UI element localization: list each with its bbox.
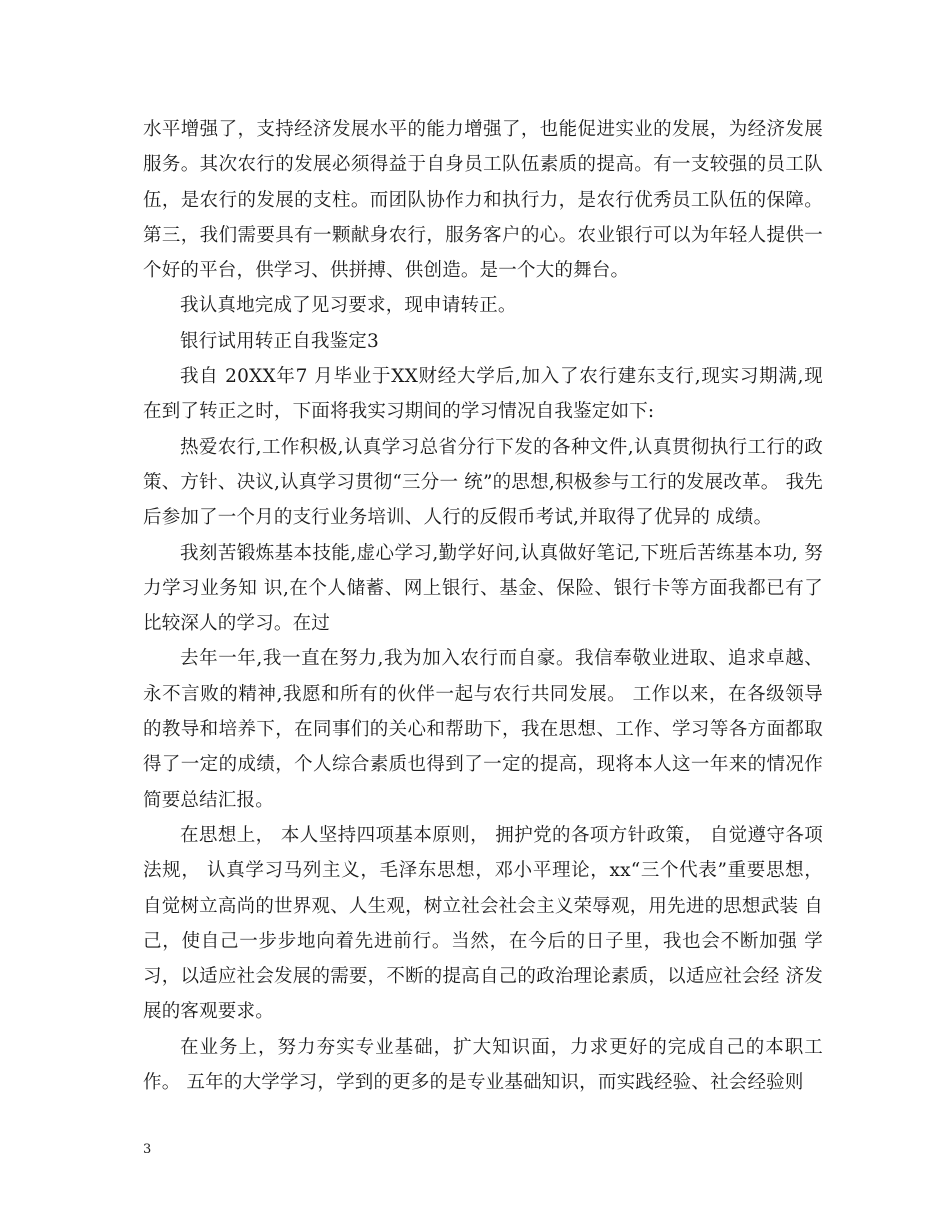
paragraph-6: 我刻苦锻炼基本技能,虚心学习,勤学好问,认真做好笔记,下班后苦练基本功, 努力学习业务知 识,在个人储蓄、网上银行、基金、保险、银行卡等方面我都已有了比较深人的学习。在过 [143,542,823,635]
page-number: 3 [143,1142,152,1157]
paragraph-9: 在业务上，努力夯实专业基础，扩大知识面，力求更好的完成自己的本职工作。 五年的大学学习，学到的更多的是专业基础知识，而实践经验、社会经验则 [143,1036,823,1094]
paragraph-8: 在思想上， 本人坚持四项基本原则， 拥护党的各项方针政策， 自觉遵守各项法规， 认真学习马列主义，毛泽东思想，邓小平理论，xx“三个代表”重要思想， 自觉树立高尚的世界观、人生观，树立社会社会主义荣辱观，用先进的思想武装 自己，使自己一步步地向着先进前行。当然，在今后的日子里，我也会不断加强 学习，以适应社会发展的需要，不断的提高自己的政治理论素质，以适应社会经 济发展的客观要求。 [143,824,823,1023]
paragraph-4: 我自 20XX年7 月毕业于XX财经大学后,加入了农行建东支行,现实习期满,现在到了转正之时，下面将我实习期间的学习情况自我鉴定如下: [143,366,823,423]
section-heading: 银行试用转正自我鉴定3 [180,330,379,352]
paragraph-7: 去年一年,我一直在努力,我为加入农行而自豪。我信奉敬业进取、追求卓越、永不言败的精神,我愿和所有的伙伴一起与农行共同发展。 工作以来，在各级领导的教导和培养下，在同事们的关心和帮助下，我在思想、工作、学习等各方面都取得了一定的成绩，个人综合素质也得到了一定的提高，现将本人这一年来的情况作简要总结汇报。 [143,648,823,811]
paragraph-2: 我认真地完成了见习要求，现申请转正。 [180,295,517,317]
paragraph-5: 热爱农行,工作积极,认真学习总省分行下发的各种文件,认真贯彻执行工行的政策、方针、决议,认真学习贯彻“三分一 统”的思想,积极参与工行的发展改革。 我先后参加了一个月的支行业务培训、人行的反假币考试,并取得了优异的 成绩。 [143,436,823,529]
paragraph-1: 水平增强了，支持经济发展水平的能力增强了，也能促进实业的发展，为经济发展服务。其次农行的发展必须得益于自身员工队伍素质的提高。有一支较强的员工队伍，是农行的发展的支柱。而团队协作力和执行力，是农行优秀员工队伍的保障。第三，我们需要具有一颗献身农行，服务客户的心。农业银行可以为年轻人提供一个好的平台，供学习、供拼搏、供创造。是一个大的舞台。 [143,119,823,282]
document-body [143,112,823,1100]
